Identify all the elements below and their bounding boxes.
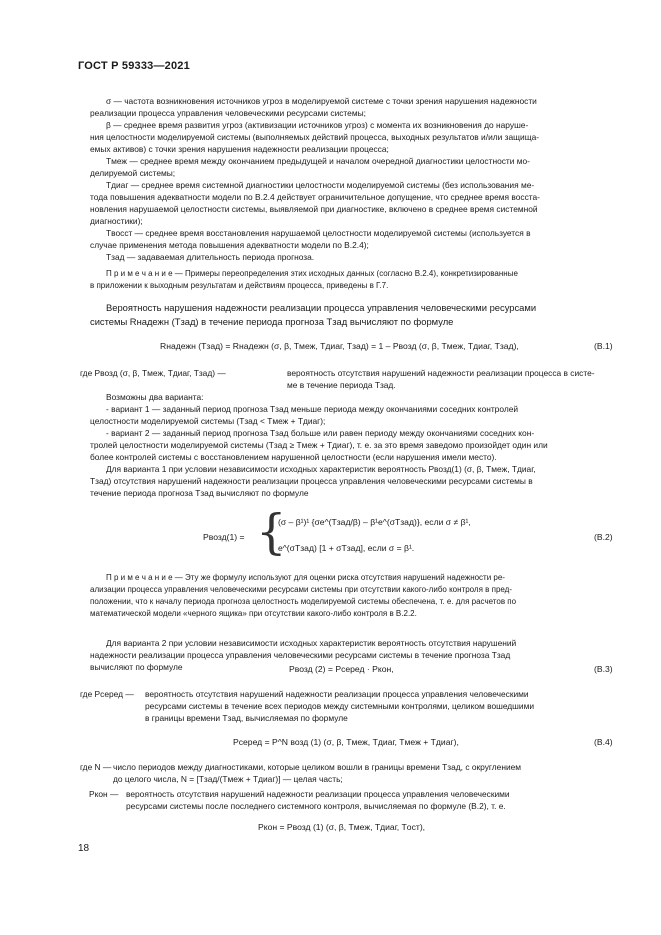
where-text	[126, 788, 510, 812]
where-line: ресурсами системы в течение всех периодов между системными контролями, целиком вошедшими	[145, 701, 535, 711]
main-paragraph	[90, 301, 536, 329]
where-label: Pкон —	[89, 789, 119, 799]
variant-line: - вариант 1 — заданный период прогноза Tзад меньше периода между окончаниями соседних контролей	[106, 404, 519, 414]
formula-pkon: Pкон = Pвозд (1) (σ, β, Tмеж, Tдиаг, Tост),	[258, 822, 426, 832]
def-line: тода повышения адекватности модели по В.2.4 действует ограничительное допущение, что среднее время восста-	[90, 192, 540, 202]
def-line: β — среднее время развития угроз (активизации источников угроз) с момента их возникновения до наруше-	[106, 120, 529, 130]
note-line: математической модели «черного ящика» при отсутствии какого-либо контроля в В.2.2.	[90, 609, 417, 618]
para-line: надежности реализации процесса управления человеческими ресурсами системы в течение прогноза Tзад	[90, 650, 511, 660]
where-label: где Pсеред —	[80, 689, 134, 699]
formula-b2-case2: e^(σTзад) [1 + σTзад], если σ = β¹.	[278, 543, 415, 553]
where-text	[287, 367, 595, 391]
standard-header: ГОСТ Р 59333—2021	[78, 60, 190, 72]
def-line: σ — частота возникновения источников угроз в моделируемой системе с точки зрения нарушения надежности	[106, 96, 537, 106]
variant-line: более контролей системы с восстановлением нарушенной целостности (если нарушения имели место).	[90, 452, 497, 462]
variant-line: Возможны два варианта:	[106, 392, 204, 402]
piecewise-brace: {	[256, 504, 287, 560]
def-line: делируемой системы;	[90, 168, 176, 178]
where-line: вероятность отсутствия нарушений надежности реализации процесса управления человеческими	[145, 689, 529, 699]
def-line: случае применения метода повышения адекватности модели по В.2.4);	[90, 240, 369, 250]
def-line: Tдиаг — среднее время системной диагностики целостности моделируемой системы (без использования ме-	[106, 180, 535, 190]
where-line: число периодов между диагностиками, которые целиком вошли в границы времени Tзад, с округлением	[113, 762, 522, 772]
note-1	[90, 268, 518, 292]
where-text	[145, 688, 534, 724]
para-line: системы Rнадежн (Tзад) в течение периода прогноза Tзад вычисляют по формуле	[90, 316, 454, 327]
where-line: вероятность отсутствия нарушений надежности реализации процесса в систе-	[287, 368, 595, 378]
where-text	[113, 761, 521, 785]
formula-b4: Pсеред = P^N возд (1) (σ, β, Tмеж, Tдиаг, Tмеж + Tдиаг),	[233, 737, 459, 747]
formula-number: (В.4)	[594, 737, 613, 747]
def-line: новления нарушаемой целостности системы, выявляемой при диагностике, включено в среднее время системной	[90, 204, 538, 214]
para-line: Для варианта 2 при условии независимости исходных характеристик вероятность отсутствия нарушений	[106, 638, 517, 648]
where-label: где Pвозд (σ, β, Tмеж, Tдиаг, Tзад) —	[80, 368, 226, 378]
note-line: П р и м е ч а н и е — Эту же формулу используют для оценки риска отсутствия нарушений надежности ре-	[106, 573, 505, 582]
def-line: диагностики);	[90, 216, 143, 226]
note-2	[90, 572, 516, 620]
formula-b3: Pвозд (2) = Pсеред · Pкон,	[289, 664, 394, 674]
where-line: вероятность отсутствия нарушений надежности реализации процесса управления человеческими	[126, 789, 510, 799]
def-line: Tвосст — среднее время восстановления нарушаемой целостности моделируемой системы (используется в	[106, 228, 531, 238]
formula-number: (В.2)	[594, 532, 613, 542]
where-line: в границы времени Tзад, вычисляемая по формуле	[145, 713, 348, 723]
def-line: реализации процесса управления человеческими ресурсами системы;	[90, 108, 366, 118]
note-line: П р и м е ч а н и е — Примеры переопределения этих исходных данных (согласно В.2.4), конкретизированные	[106, 269, 518, 278]
def-line: ния целостности моделируемой системы (выполняемых действий процесса, выходных результатов и/или защища-	[90, 132, 540, 142]
para-line: Вероятность нарушения надежности реализации процесса управления человеческими ресурсами	[106, 302, 537, 313]
note-line: ализации процесса управления человеческими ресурсами системы при отсутствии какого-либо контроля в пред-	[90, 585, 512, 594]
page-number: 18	[78, 843, 90, 854]
where-line: до целого числа, N = [Tзад/(Tмеж + Tдиаг)] — целая часть;	[113, 774, 343, 784]
variant-line: Tзад) отсутствия нарушений надежности реализации процесса управления человеческими ресурсами системы в	[90, 476, 533, 486]
where-label: где N —	[80, 762, 112, 772]
formula-b2-case1: (σ – β¹)¹ {σe^(Tзад/β) – β¹e^(σTзад)}, если σ ≠ β¹,	[278, 517, 471, 527]
def-line: емых активов) с точки зрения нарушения надежности реализации процесса;	[90, 144, 389, 154]
variant-line: течение периода прогноза Tзад вычисляют по формуле	[90, 488, 309, 498]
variant-line: тролей целостности моделируемой системы (Tзад ≥ Tмеж + Tдиаг), т. е. за это время заведомо произойдет один или	[90, 440, 548, 450]
note-line: в приложении к выходным результатам и действиям процесса, приведены в Г.7.	[90, 281, 389, 290]
formula-number: (В.1)	[594, 341, 613, 351]
para-line: вычисляют по формуле	[90, 662, 183, 672]
variants-block	[90, 391, 548, 499]
formula-b1: Rнадежн (Tзад) = Rнадежн (σ, β, Tмеж, Tдиаг, Tзад) = 1 – Pвозд (σ, β, Tмеж, Tдиаг, Tзад),	[160, 341, 519, 351]
formula-b2-lhs: Pвозд(1) =	[203, 532, 245, 542]
variant-line: Для варианта 1 при условии независимости исходных характеристик вероятность Pвозд(1) (σ, β, Tмеж, Tдиаг,	[106, 464, 536, 474]
where-line: ресурсами системы после последнего системного контроля, вычисляемая по формуле (В.2), т. е.	[126, 801, 506, 811]
def-line: Tзад — задаваемая длительность периода прогноза.	[106, 252, 315, 262]
where-line: ме в течение периода Tзад.	[287, 380, 396, 390]
note-line: положении, что к началу периода прогноза целостность моделируемой системы обеспечена, т. е. для расчетов по	[90, 597, 517, 606]
definitions-block	[90, 95, 540, 263]
variant-line: - вариант 2 — заданный период прогноза Tзад больше или равен периоду между окончаниями соседних кон-	[106, 428, 535, 438]
variant-line: целостности моделируемой системы (Tзад < Tмеж + Tдиаг);	[90, 416, 326, 426]
def-line: Tмеж — среднее время между окончанием предыдущей и началом очередной диагностики целостности мо-	[106, 156, 530, 166]
formula-number: (В.3)	[594, 664, 613, 674]
